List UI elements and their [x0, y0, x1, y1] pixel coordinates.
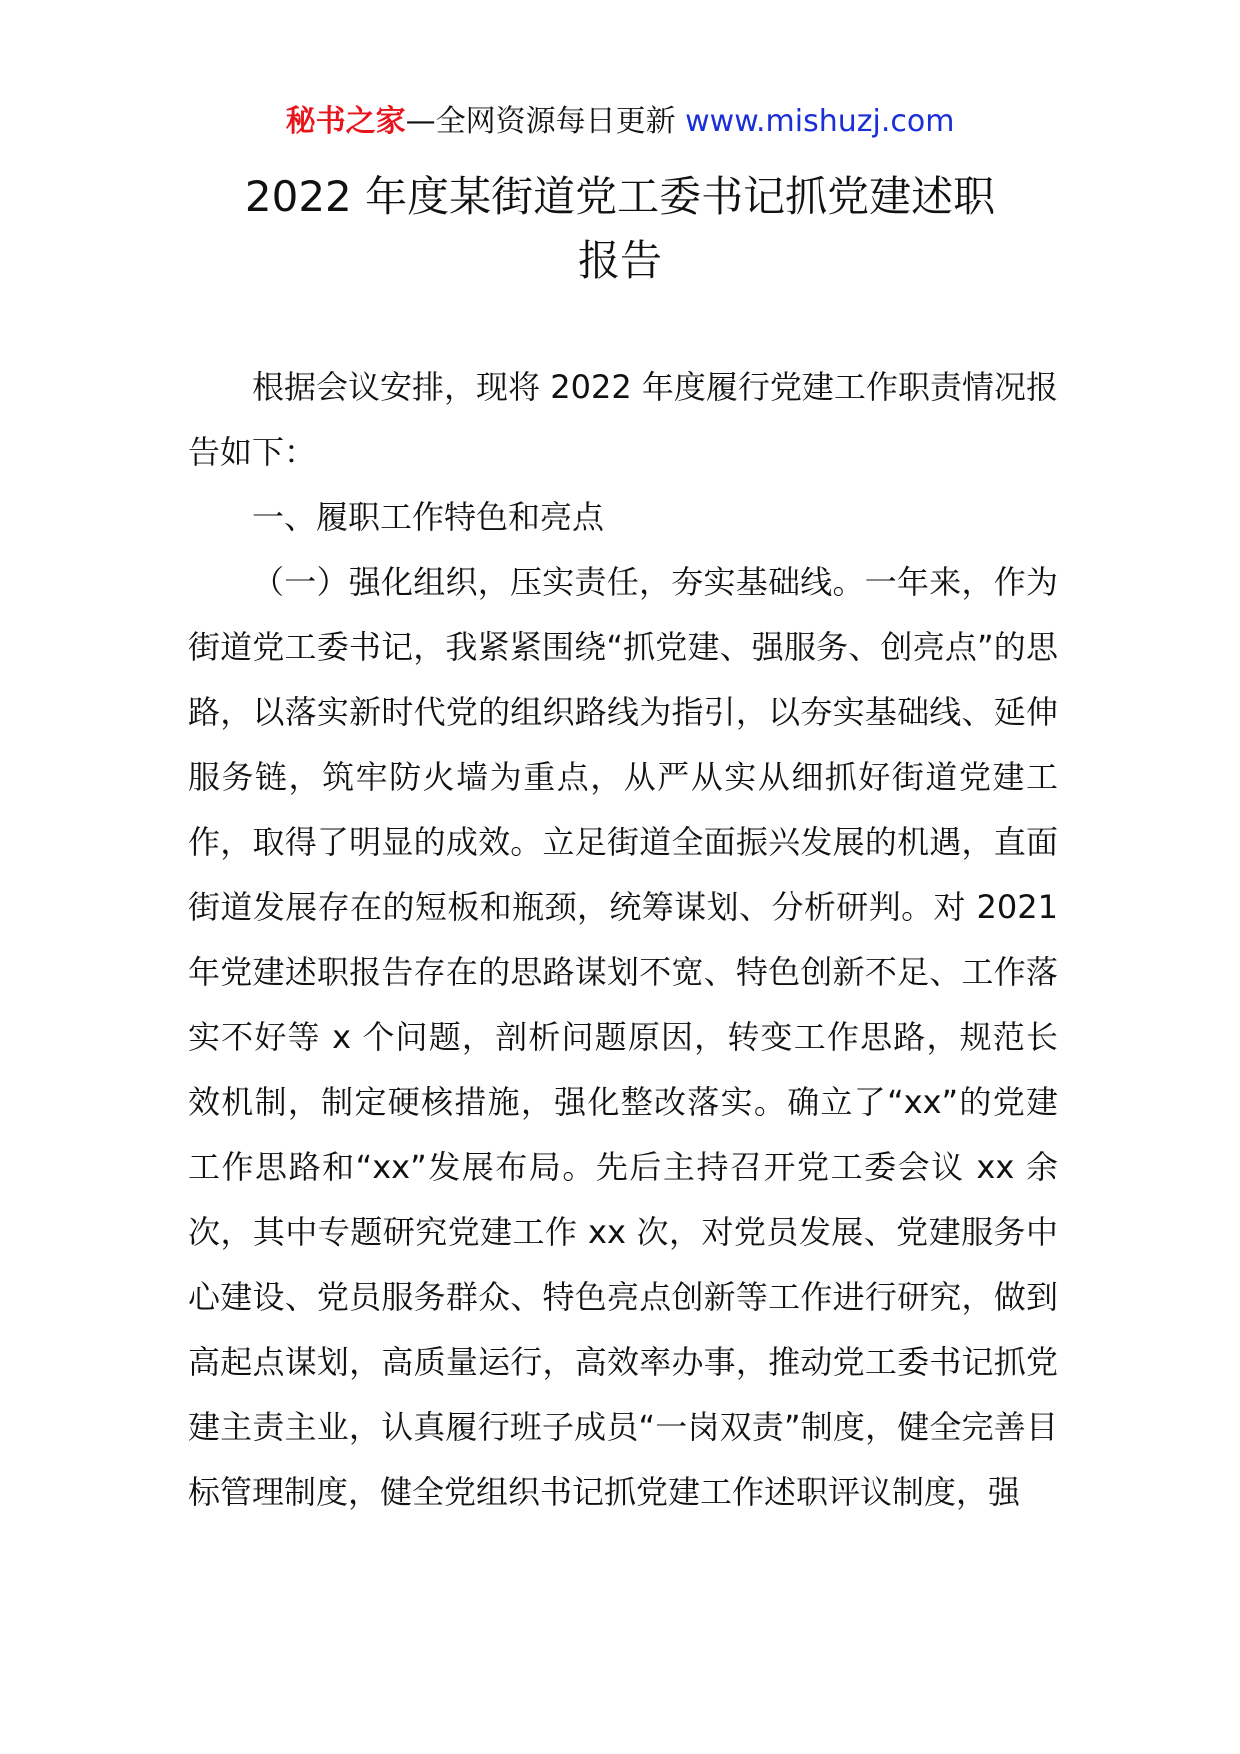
body-paragraph: （一）强化组织，压实责任，夯实基础线。一年来，作为街道党工委书记，我紧紧围绕“抓党建、强服务、创亮点”的思路，以落实新时代党的组织路线为指引，以夯实基础线、延伸服务链，筑牢防火墙为重点，从严从实从细抓好街道党建工作，取得了明显的成效。立足街道全面振兴发展的机遇，直面街道发展存在的短板和瓶颈，统筹谋划、分析研判。对 2021 年党建述职报告存在的思路谋划不宽、特色创新不足、工作落实不好等 x 个问题，剖析问题原因，转变工作思路，规范长效机制，制定硬核措施，强化整改落实。确立了“xx”的党建工作思路和“xx”发展布局。先后主持召开党工委会议 xx 余次，其中专题研究党建工作 xx 次，对党员发展、党建服务中心建设、党员服务群众、特色亮点创新等工作进行研究，做到高起点谋划，高质量运行，高效率办事，推动党工委书记抓党建主责主业，认真履行班子成员“一岗双责”制度，健全完善目标管理制度，健全党组织书记抓党建工作述职评议制度，强: [188, 563, 1058, 1511]
document-title: [0, 165, 1240, 293]
site-header: [0, 102, 1240, 142]
section-heading: 一、履职工作特色和亮点: [252, 498, 605, 536]
intro-paragraph: 根据会议安排，现将 2022 年度履行党建工作职责情况报告如下：: [188, 368, 1058, 471]
title-line-2: 报告: [577, 236, 662, 285]
site-brand: 秘书之家: [285, 104, 406, 139]
document-body: [188, 355, 1058, 1525]
site-tagline: —全网资源每日更新: [405, 104, 676, 139]
title-line-1: 2022 年度某街道党工委书记抓党建述职: [244, 172, 996, 221]
site-url-link[interactable]: www.mishuzj.com: [685, 104, 955, 139]
